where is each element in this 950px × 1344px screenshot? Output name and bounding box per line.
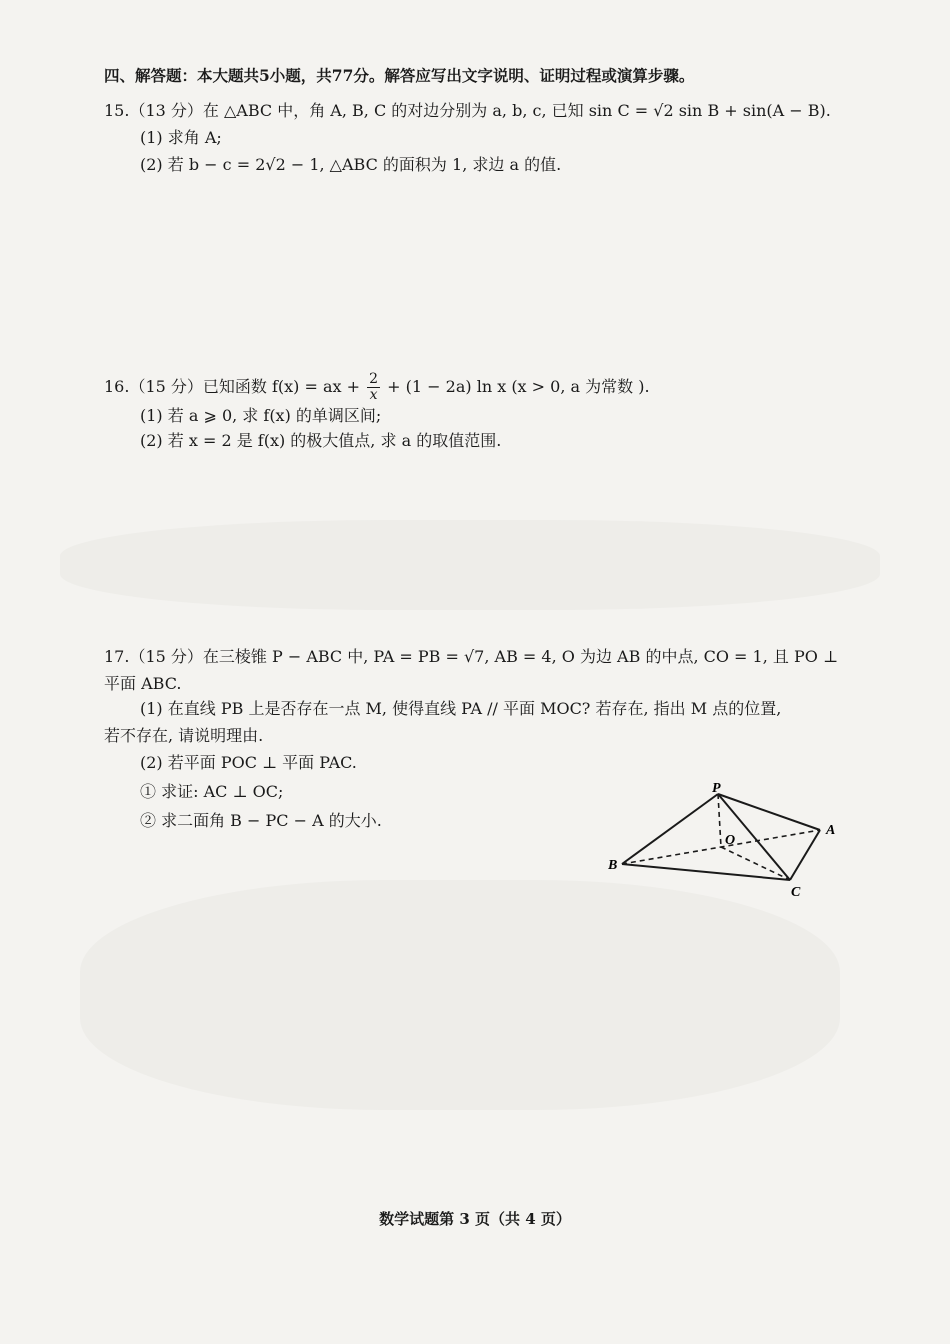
bleed-through-smudge (60, 520, 880, 610)
point-label-O: O (725, 833, 736, 848)
q16-frac-numerator: 2 (369, 371, 379, 387)
vertex-label-A: A (826, 823, 836, 838)
q17-part1-line1: (1) 在直线 PB 上是否存在一点 M, 使得直线 PA // 平面 MOC? 若存在, 指出 M 点的位置, (140, 699, 782, 718)
q17-stem-line1: 17.（15 分）在三棱锥 P − ABC 中, PA = PB = √7, AB = 4, O 为边 AB 的中点, CO = 1, 且 PO ⊥ (104, 647, 839, 666)
q17-part2: (2) 若平面 POC ⊥ 平面 PAC. (140, 753, 357, 772)
q15-part1: (1) 求角 A; (140, 128, 222, 147)
q16-part1: (1) 若 a ⩾ 0, 求 f(x) 的单调区间; (140, 406, 382, 425)
q16-stem-prefix: 16.（15 分）已知函数 f(x) = ax + (104, 377, 361, 396)
page-footer: 数学试题第 3 页（共 4 页） (379, 1210, 571, 1228)
q17-sub1: ① 求证: AC ⊥ OC; (140, 782, 284, 801)
q15-stem: 15.（13 分）在 △ABC 中，角 A, B, C 的对边分别为 a, b, c, 已知 sin C = √2 sin B + sin(A − B). (104, 101, 831, 120)
bleed-through-smudge (80, 880, 840, 1110)
vertex-label-B: B (608, 858, 618, 873)
edge-PB (622, 794, 718, 864)
edge-AC (790, 830, 820, 880)
edge-BC (622, 864, 790, 880)
section-header: 四、解答题：本大题共5小题，共77分。解答应写出文字说明、证明过程或演算步骤。 (104, 66, 695, 85)
vertex-label-P: P (712, 782, 721, 796)
q16-part2: (2) 若 x = 2 是 f(x) 的极大值点, 求 a 的取值范围. (140, 431, 502, 450)
q17-part1-line2: 若不存在, 请说明理由. (104, 726, 264, 745)
q15-part2: (2) 若 b − c = 2√2 − 1, △ABC 的面积为 1, 求边 a 的值. (140, 155, 562, 174)
edge-PO-hidden (718, 794, 721, 847)
q16-frac-denominator: x (369, 387, 378, 403)
vertex-label-C: C (791, 885, 801, 900)
pyramid-figure (608, 782, 848, 902)
q16-stem (104, 369, 650, 405)
q17-sub2: ② 求二面角 B − PC − A 的大小. (140, 811, 382, 830)
q16-fraction (367, 372, 380, 403)
q16-stem-suffix: + (1 − 2a) ln x (x > 0, a 为常数 ). (387, 377, 650, 396)
q17-stem-line2: 平面 ABC. (104, 674, 182, 693)
